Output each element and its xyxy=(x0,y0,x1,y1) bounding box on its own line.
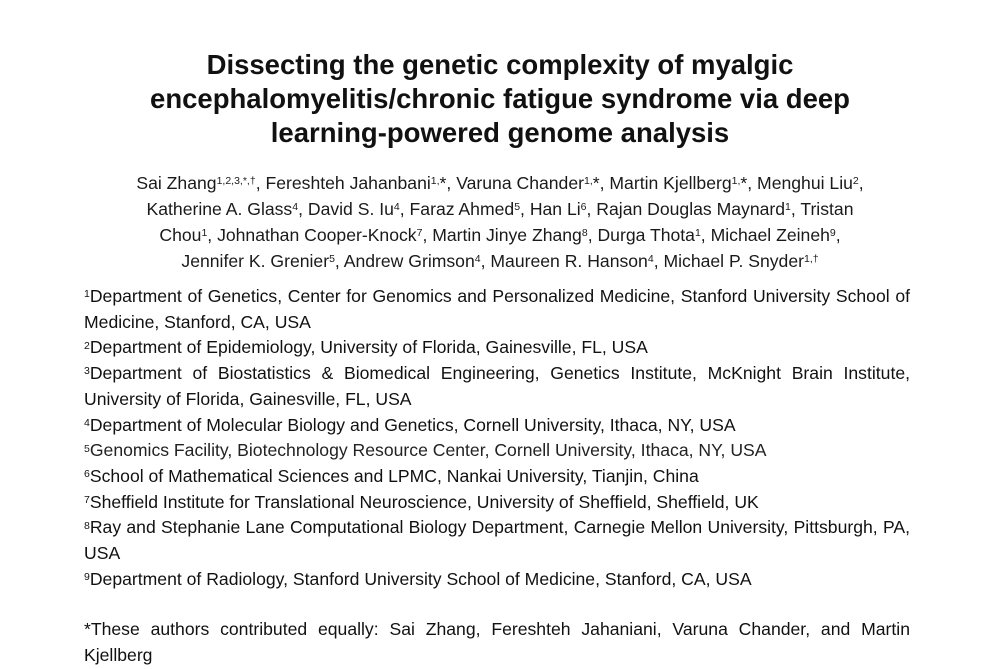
author-affiliation-marker: 7 xyxy=(416,227,423,240)
author-name: Varuna Chander xyxy=(456,173,584,193)
author-affiliation-marker: 8 xyxy=(581,227,588,240)
author-name-first-part: Tristan xyxy=(800,199,854,219)
author-separator: , xyxy=(207,225,218,245)
author-separator: , xyxy=(520,199,530,219)
author-name: Fereshteh Jahanbani xyxy=(265,173,431,193)
affiliation-item xyxy=(84,490,910,516)
equal-contribution-marker: * xyxy=(740,173,748,193)
author-separator: , xyxy=(399,199,410,219)
author-separator: , xyxy=(599,173,610,193)
author-affiliation-marker: 1 xyxy=(785,201,791,214)
affiliation-text: Ray and Stephanie Lane Computational Biology Department, Carnegie Mellon University, Pittsburgh, PA, USA xyxy=(84,517,910,564)
equal-contribution-marker: * xyxy=(439,173,447,193)
author-name: Andrew Grimson xyxy=(343,251,475,271)
title-line-2: encephalomyelitis/chronic fatigue syndrome via deep xyxy=(150,83,850,114)
author-separator: , xyxy=(835,225,841,245)
author-name: Johnathan Cooper-Knock xyxy=(217,225,417,245)
affiliation-text: Sheffield Institute for Translational Neuroscience, University of Sheffield, Sheffield, UK xyxy=(89,491,759,512)
author-name: Maureen R. Hanson xyxy=(490,251,648,271)
author-affiliation-marker: 5 xyxy=(514,201,521,214)
author-separator: , xyxy=(422,225,433,245)
affiliation-number: 2 xyxy=(84,339,90,352)
author-affiliation-marker: 4 xyxy=(292,201,299,214)
author-line-3 xyxy=(60,222,940,248)
affiliation-list xyxy=(84,284,910,592)
affiliation-number: 4 xyxy=(84,416,90,429)
author-name: Michael Zeineh xyxy=(710,225,830,245)
author-affiliation-marker: 9 xyxy=(829,227,836,240)
affiliation-item xyxy=(84,567,910,593)
author-separator: , xyxy=(790,199,801,219)
affiliation-number: 5 xyxy=(84,442,90,455)
author-name: Durga Thota xyxy=(597,225,695,245)
author-name: Han Li xyxy=(529,199,581,219)
affiliation-item xyxy=(84,335,910,361)
affiliation-item xyxy=(84,361,910,412)
affiliation-text: School of Mathematical Sciences and LPMC, Nankai University, Tianjin, China xyxy=(89,465,699,486)
affiliation-text: Department of Biostatistics & Biomedical Engineering, Genetics Institute, McKnight Brain Institute, University of Florida, Gainesville, FL, USA xyxy=(84,363,910,409)
author-affiliation-marker: 1,† xyxy=(803,253,819,266)
affiliation-text: Department of Genetics, Center for Genomics and Personalized Medicine, Stanford University School of Medicine, Stanford, CA, USA xyxy=(84,286,910,332)
equal-contribution-note: *These authors contributed equally: Sai Zhang, Fereshteh Jahaniani, Varuna Chander, and Martin Kjellberg xyxy=(84,619,910,665)
author-name: Rajan Douglas Maynard xyxy=(596,199,786,219)
author-separator: , xyxy=(255,173,266,193)
author-affiliation-marker: 1, xyxy=(584,175,593,188)
author-affiliation-marker: 1, xyxy=(430,175,440,188)
author-name: Michael P. Snyder xyxy=(663,251,804,271)
author-affiliation-marker: 5 xyxy=(329,253,335,266)
author-separator: , xyxy=(480,251,491,271)
author-separator: , xyxy=(587,225,598,245)
author-affiliation-marker: 4 xyxy=(393,201,400,214)
affiliation-item xyxy=(84,284,910,335)
author-name-last-part: Chou xyxy=(159,225,202,245)
affiliation-item xyxy=(84,464,910,490)
author-separator: , xyxy=(653,251,664,271)
affiliation-number: 1 xyxy=(84,288,90,301)
author-separator: , xyxy=(446,173,457,193)
author-affiliation-marker: 1, xyxy=(731,175,741,188)
affiliation-item xyxy=(84,438,910,464)
affiliation-text: Department of Radiology, Stanford University School of Medicine, Stanford, CA, USA xyxy=(89,568,752,589)
author-name: Katherine A. Glass xyxy=(146,199,293,219)
affiliation-text: Department of Epidemiology, University of Florida, Gainesville, FL, USA xyxy=(89,337,648,358)
author-separator: , xyxy=(700,225,711,245)
author-name: Martin Kjellberg xyxy=(609,173,732,193)
affiliation-number: 6 xyxy=(84,468,90,481)
author-affiliation-marker: 1 xyxy=(201,227,208,240)
author-name: Sai Zhang xyxy=(136,173,217,193)
author-separator: , xyxy=(747,173,758,193)
author-name: Martin Jinye Zhang xyxy=(432,225,582,245)
author-line-4 xyxy=(60,248,940,274)
author-separator: , xyxy=(298,199,308,219)
author-list xyxy=(60,170,940,274)
author-affiliation-marker: 1,2,3,*,† xyxy=(216,175,256,188)
author-separator: , xyxy=(334,251,344,271)
affiliation-number: 3 xyxy=(84,365,90,378)
author-line-1 xyxy=(60,170,940,196)
affiliation-item xyxy=(84,413,910,439)
title-line-3: learning-powered genome analysis xyxy=(270,117,730,148)
author-name: Menghui Liu xyxy=(757,173,853,193)
author-affiliation-marker: 1 xyxy=(694,227,701,240)
author-separator: , xyxy=(858,173,864,193)
affiliation-number: 8 xyxy=(84,519,90,532)
author-affiliation-marker: 4 xyxy=(647,253,654,266)
author-name: Jennifer K. Grenier xyxy=(181,251,330,271)
author-line-2 xyxy=(60,196,940,222)
author-affiliation-marker: 6 xyxy=(580,201,587,214)
equal-contribution-marker: * xyxy=(592,173,600,193)
affiliation-number: 9 xyxy=(84,571,90,584)
author-name: Faraz Ahmed xyxy=(409,199,515,219)
affiliation-text: Genomics Facility, Biotechnology Resource Center, Cornell University, Ithaca, NY, USA xyxy=(89,440,767,461)
title-line-1: Dissecting the genetic complexity of myalgic xyxy=(206,49,794,80)
author-affiliation-marker: 4 xyxy=(474,253,481,266)
author-separator: , xyxy=(586,199,597,219)
paper-title xyxy=(100,48,900,150)
affiliation-text: Department of Molecular Biology and Genetics, Cornell University, Ithaca, NY, USA xyxy=(89,414,736,435)
affiliation-number: 7 xyxy=(84,493,90,506)
affiliation-item xyxy=(84,515,910,566)
author-affiliation-marker: 2 xyxy=(852,175,859,188)
author-name: David S. Iu xyxy=(307,199,394,219)
